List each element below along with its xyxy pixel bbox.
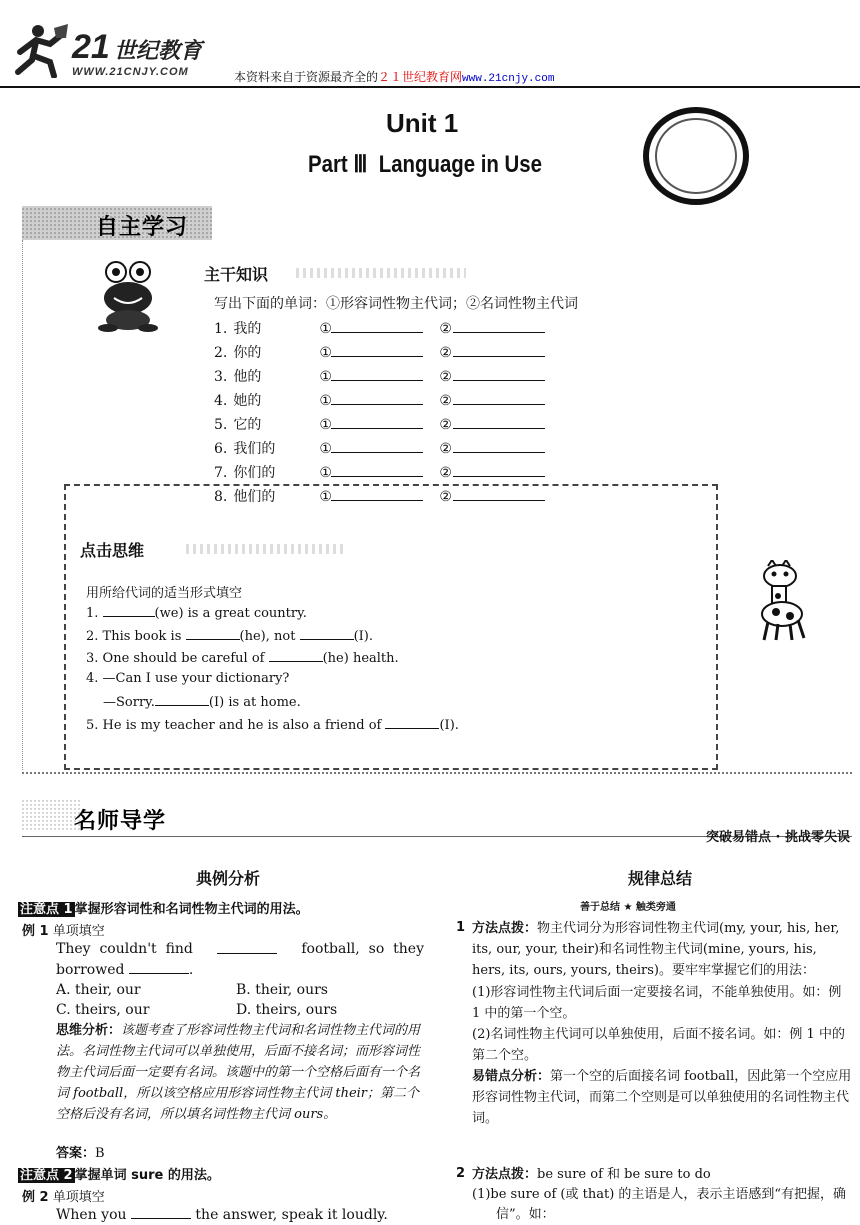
word-cn: 他们的 [233, 489, 276, 505]
teacher-guide-banner [22, 796, 242, 832]
answer-blank[interactable] [217, 941, 277, 954]
rule-summary-heading: 规律总结 [628, 869, 693, 888]
self-study-banner [22, 204, 212, 240]
word-cn: 他的 [233, 369, 262, 385]
mark-1: ① [319, 441, 332, 457]
word-cn: 我们的 [233, 441, 276, 457]
word-num: 7. [214, 465, 228, 481]
rule-1-num: 1 [456, 920, 466, 935]
main-knowledge-heading: 主干知识 [204, 265, 269, 284]
logo-text: 世纪教育 [114, 39, 203, 64]
mark-2: ② [439, 417, 452, 433]
word-num: 3. [214, 369, 228, 385]
word-cn: 它的 [233, 417, 262, 433]
banner-texture [22, 796, 82, 836]
mark-2: ② [439, 393, 452, 409]
mark-1: ① [319, 465, 332, 481]
word-row [214, 438, 545, 458]
word-row [214, 342, 545, 362]
notice-site[interactable]: ２１世纪教育网 [378, 70, 463, 84]
answer-blank[interactable] [129, 961, 189, 974]
banner-title: 自主学习 [96, 215, 189, 240]
point-tag: 注意点 2 [20, 1168, 73, 1183]
mark-1: ① [319, 369, 332, 385]
noun-pronoun-blank[interactable] [453, 368, 545, 381]
word-cn: 你们的 [233, 465, 276, 481]
rule-summary-sub: 善于总结 ★ 触类旁通 [580, 902, 676, 913]
answer-blank[interactable] [186, 627, 240, 640]
noun-pronoun-blank[interactable] [453, 416, 545, 429]
point-title: 掌握单词 sure 的用法。 [74, 1168, 220, 1183]
giraffe-icon [748, 560, 814, 642]
option-d[interactable]: D. theirs, ours [236, 1002, 338, 1018]
left-dotted-rule [22, 240, 23, 770]
noun-pronoun-blank[interactable] [453, 392, 545, 405]
answer-blank[interactable] [269, 649, 323, 662]
rule-1-text: 方法点拨：物主代词分为形容词性物主代词(my, your, his, her, its, our, your, their)和名词性物主代词(mine, yours, his, hers, its, ours, yours, theirs)。要牢牢掌握它们的用法： [472, 921, 840, 978]
banner-title: 名师导学 [74, 809, 167, 834]
example-analysis-heading: 典例分析 [196, 869, 261, 888]
mark-2: ② [439, 465, 452, 481]
word-num: 1. [214, 321, 228, 337]
exercise-3: 3. One should be careful of (he) health. [86, 651, 399, 666]
adjective-pronoun-blank[interactable] [331, 392, 423, 405]
word-row [214, 390, 545, 410]
exercise-1: 1. (we) is a great country. [86, 606, 307, 621]
exercise-4: 4. —Can I use your dictionary? [86, 671, 290, 686]
rule-2-point-1-cont: 信”。如： [496, 1207, 555, 1222]
rule-1-point-1: (1)形容词性物主代词后面一定要接名词，不能单独使用。如：例 1 中的第一个空。 [472, 985, 842, 1021]
word-num: 4. [214, 393, 228, 409]
exercise-5: 5. He is my teacher and he is also a friend of (I). [86, 718, 459, 733]
word-row [214, 462, 545, 482]
mark-1: ① [319, 321, 332, 337]
word-instruction: 写出下面的单词：①形容词性物主代词；②名词性物主代词 [214, 296, 578, 312]
example-1-answer: 答案：B [56, 1146, 105, 1161]
option-b[interactable]: B. their, ours [236, 982, 328, 998]
rule-2-text: 方法点拨：be sure of 和 be sure to do [472, 1167, 711, 1182]
word-num: 6. [214, 441, 228, 457]
logo [10, 22, 210, 82]
mark-1: ① [319, 417, 332, 433]
example-2-line1: When you the answer, speak it loudly. [56, 1207, 388, 1223]
word-cn: 她的 [233, 393, 262, 409]
point-2 [18, 1164, 220, 1183]
word-num: 2. [214, 345, 228, 361]
think-heading: 点击思维 [80, 541, 145, 560]
word-row [214, 366, 545, 386]
noun-pronoun-blank[interactable] [453, 440, 545, 453]
word-row [214, 318, 545, 338]
header-rule [0, 86, 860, 88]
exercise-4-reply: —Sorry. (I) is at home. [103, 695, 301, 710]
think-smudge [186, 544, 346, 554]
example-1-label: 例 1 单项填空 [22, 924, 105, 939]
adjective-pronoun-blank[interactable] [331, 344, 423, 357]
adjective-pronoun-blank[interactable] [331, 368, 423, 381]
point-tag: 注意点 1 [20, 902, 73, 917]
option-c[interactable]: C. theirs, our [56, 1002, 150, 1018]
notice-url[interactable]: www.21cnjy.com [462, 73, 555, 85]
logo-url: WWW.21CNJY.COM [72, 66, 189, 78]
point-title: 掌握形容词性和名词性物主代词的用法。 [74, 902, 309, 917]
mark-1: ① [319, 489, 332, 505]
mark-1: ① [319, 345, 332, 361]
rule-2-num: 2 [456, 1166, 466, 1181]
example-2-label: 例 2 单项填空 [22, 1190, 105, 1205]
word-cn: 你的 [233, 345, 262, 361]
answer-blank[interactable] [103, 604, 155, 617]
answer-blank[interactable] [131, 1206, 191, 1219]
unit-title: Unit 1 [386, 108, 459, 138]
mark-2: ② [439, 489, 452, 505]
example-1-analysis: 思维分析：该题考查了形容词性物主代词和名词性物主代词的用法。名词性物主代词可以单独使用，后面不接名词；而形容词性物主代词后面一定要有名词。该题中的第一个空格后面有一个名词 football，所以该空格应用形容词性物主代词 their；第二个空格后没有名词，所以填名词性物主代词 ours。 [56, 1023, 421, 1122]
mark-2: ② [439, 321, 452, 337]
think-instruction: 用所给代词的适当形式填空 [86, 586, 243, 601]
tagline: 突破易错点 · 挑战零失误 [706, 830, 850, 845]
section-divider [22, 772, 852, 774]
part-title: Part Ⅲ Language in Use [308, 151, 542, 178]
answer-blank[interactable] [385, 716, 439, 729]
adjective-pronoun-blank[interactable] [331, 320, 423, 333]
adjective-pronoun-blank[interactable] [331, 416, 423, 429]
noun-pronoun-blank[interactable] [453, 320, 545, 333]
rule-1-error: 易错点分析：第一个空的后面接名词 football，因此第一个空应用形容词性物主代词，而第二个空则是可以单独使用的名词性物主代词。 [472, 1069, 852, 1126]
mark-1: ① [319, 393, 332, 409]
answer-blank[interactable] [300, 627, 354, 640]
example-1-line1: They couldn't find football, so they [56, 941, 424, 957]
mark-2: ② [439, 345, 452, 361]
option-a[interactable]: A. their, our [56, 982, 141, 998]
exercise-2: 2. This book is (he), not (I). [86, 629, 373, 644]
example-1-line2: borrowed . [56, 962, 194, 978]
word-num: 5. [214, 417, 228, 433]
runner-logo-icon [10, 22, 70, 78]
logo-number: 21 [72, 28, 110, 66]
noun-pronoun-blank[interactable] [453, 344, 545, 357]
adjective-pronoun-blank[interactable] [331, 464, 423, 477]
rule-2-point-1: (1)be sure of (或 that) 的主语是人，表示主语感到“有把握，确 [472, 1187, 847, 1202]
heading-smudge [296, 268, 466, 278]
word-row [214, 414, 545, 434]
word-cn: 我的 [233, 321, 262, 337]
noun-pronoun-blank[interactable] [453, 464, 545, 477]
rule-1-point-2: (2)名词性物主代词可以单独使用，后面不接名词。如：例 1 中的第二个空。 [472, 1027, 845, 1063]
mark-2: ② [439, 369, 452, 385]
word-num: 8. [214, 489, 228, 505]
adjective-pronoun-blank[interactable] [331, 440, 423, 453]
point-1 [18, 898, 309, 917]
moon-icon [640, 104, 752, 208]
answer-blank[interactable] [155, 693, 209, 706]
notice-prefix: 本资料来自于资源最齐全的 [234, 70, 379, 84]
frog-icon [96, 260, 162, 332]
mark-2: ② [439, 441, 452, 457]
header-notice [234, 68, 554, 85]
